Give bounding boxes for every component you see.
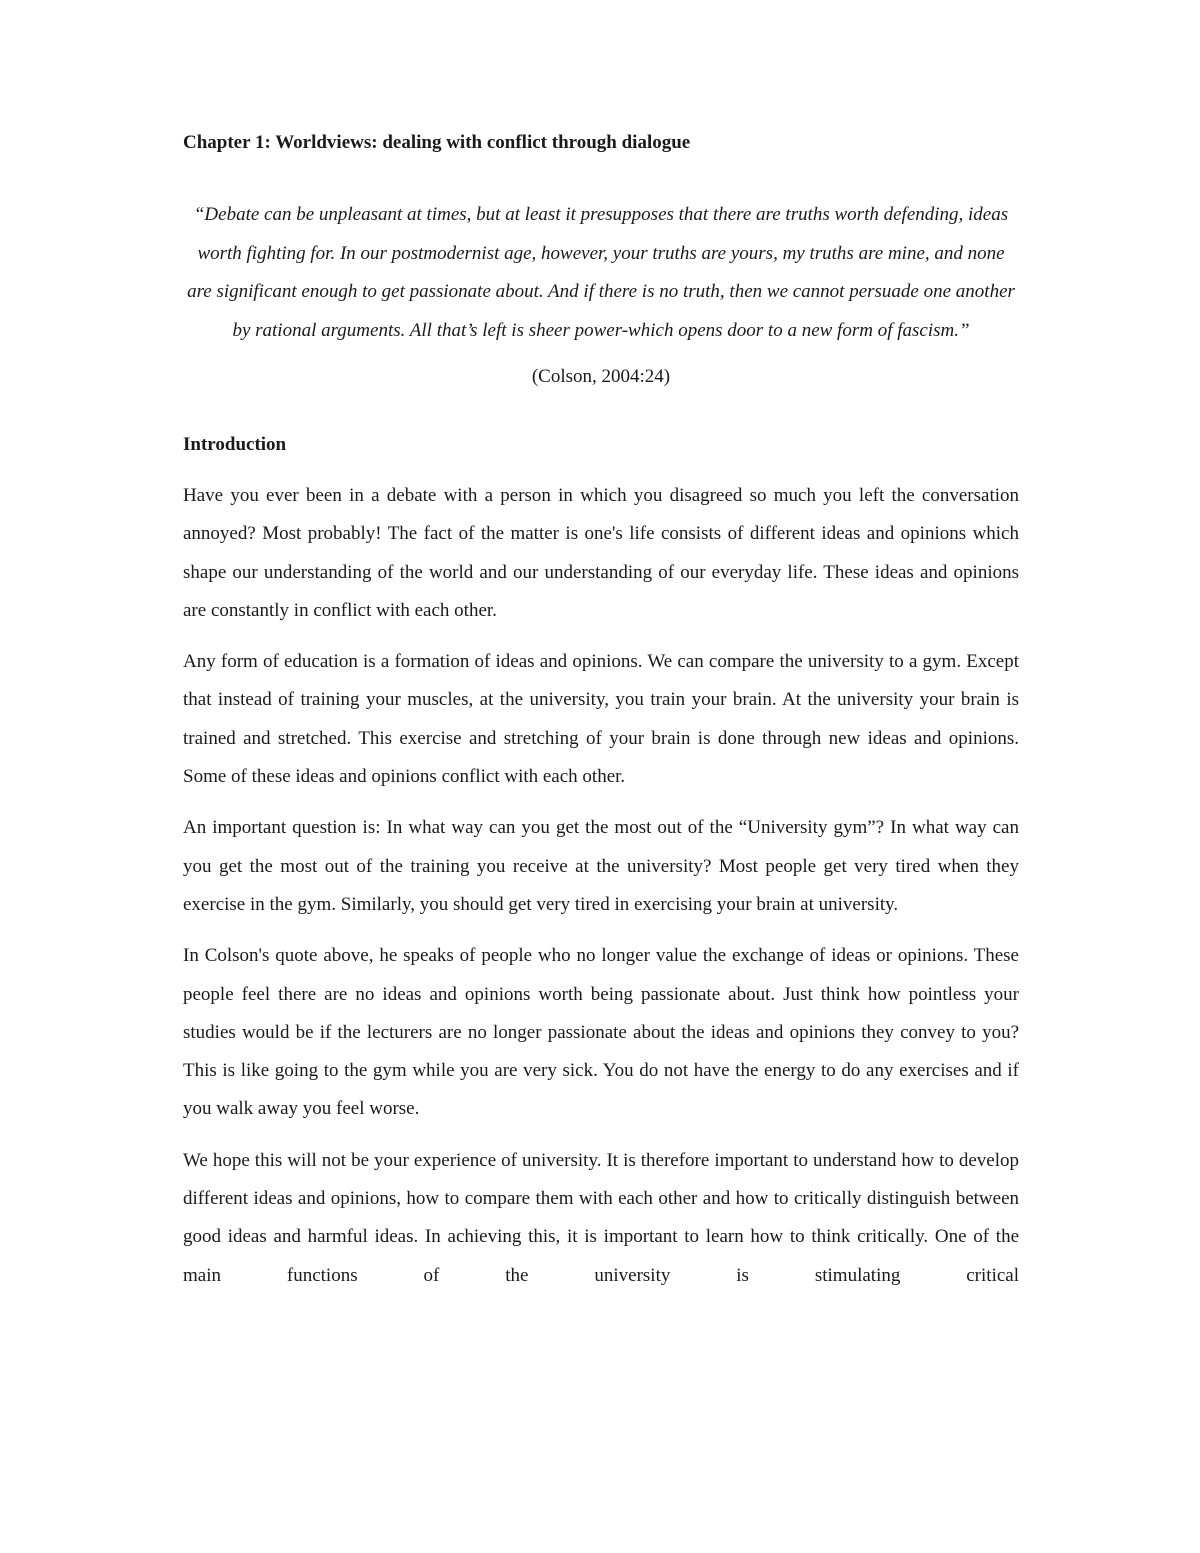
paragraph: In Colson's quote above, he speaks of people who no longer value the exchange of ideas or opinions. These people feel there are no ideas and opinions worth being passionate about. Just think how pointless your studies would be if the lecturers are no longer passionate about the ideas and opinions they convey to you? This is like going to the gym while you are very sick. You do not have the energy to do any exercises and if you walk away you feel worse.: [183, 945, 1019, 1120]
epigraph-citation: (Colson, 2004:24): [531, 366, 671, 387]
paragraph: Any form of education is a formation of ideas and opinions. We can compare the university to a gym. Except that instead of training your muscles, at the university, you train your brain. At the university your brain is trained and stretched. This exercise and stretching of your brain is done through new ideas and opinions. Some of these ideas and opinions conflict with each other.: [183, 651, 1019, 788]
document-page: [183, 128, 1019, 1295]
section-heading: Introduction: [183, 434, 287, 455]
chapter-title: Chapter 1: Worldviews: dealing with conflict through dialogue: [183, 132, 691, 153]
paragraph: We hope this will not be your experience of university. It is therefore important to understand how to develop different ideas and opinions, how to compare them with each other and how to critically distinguish between good ideas and harmful ideas. In achieving this, it is important to learn how to think critically. One of the main functions of the university is stimulating critical: [183, 1149, 1019, 1286]
paragraph: An important question is: In what way can you get the most out of the “University gym”? In what way can you get the most out of the training you receive at the university? Most people get very tired when they exercise in the gym. Similarly, you should get very tired in exercising your brain at university.: [183, 817, 1019, 915]
epigraph-quote: “Debate can be unpleasant at times, but at least it presupposes that there are truths worth defending, ideas worth fighting for. In our postmodernist age, however, your truths are yours, my truths are mine, and none are significant enough to get passionate about. And if there is no truth, then we cannot persuade one another by rational arguments. All that’s left is sheer power-which opens door to a new form of fascism.”: [187, 204, 1015, 341]
paragraph: Have you ever been in a debate with a person in which you disagreed so much you left the conversation annoyed? Most probably! The fact of the matter is one's life consists of different ideas and opinions which shape our understanding of the world and our understanding of our everyday life. These ideas and opinions are constantly in conflict with each other.: [183, 485, 1019, 621]
